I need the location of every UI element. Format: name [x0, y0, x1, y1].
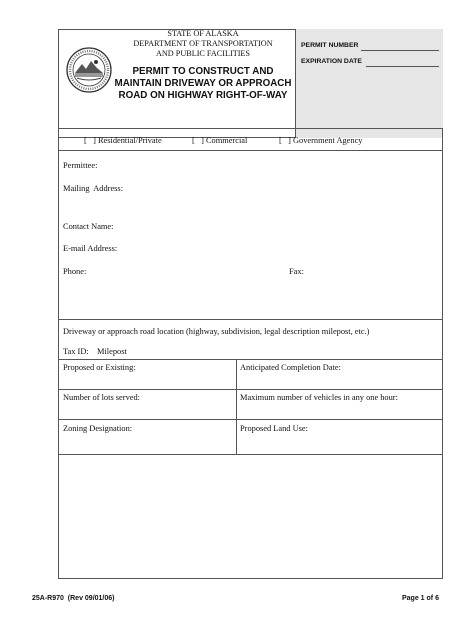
- agency-line-3: AND PUBLIC FACILITIES: [155, 49, 250, 58]
- form-title-line-2: MAINTAIN DRIVEWAY OR APPROACH: [114, 78, 292, 89]
- permit-number-label: PERMIT NUMBER: [301, 42, 359, 49]
- completion-date-label: Anticipated Completion Date:: [240, 363, 341, 372]
- email-address-label: E-mail Address:: [63, 244, 118, 253]
- permittee-label: Permittee:: [63, 161, 98, 170]
- checkbox-bracket: [ ]: [84, 136, 96, 145]
- agency-line-2: DEPARTMENT OF TRANSPORTATION: [133, 39, 273, 48]
- checkbox-label-government: Government Agency: [292, 136, 363, 145]
- number-of-lots-label: Number of lots served:: [63, 393, 140, 402]
- state-seal-icon: [66, 47, 112, 93]
- permit-number-field[interactable]: [361, 50, 439, 51]
- agency-line-1: STATE OF ALASKA: [167, 29, 239, 38]
- location-label: Driveway or approach road location (highway, subdivision, legal description milepost, etc.): [63, 327, 370, 336]
- phone-label: Phone:: [63, 267, 87, 276]
- form-id: 25A-R970 (Rev 09/01/06): [32, 595, 115, 602]
- checkbox-label-commercial: Commercial: [205, 136, 248, 145]
- divider: [58, 319, 443, 320]
- proposed-land-use-label: Proposed Land Use:: [240, 424, 308, 433]
- contact-name-label: Contact Name:: [63, 222, 114, 231]
- checkbox-bracket: [ ]: [279, 136, 291, 145]
- checkbox-government-agency[interactable]: [279, 136, 363, 146]
- expiration-date-field[interactable]: [366, 66, 439, 67]
- milepost-label: Milepost: [97, 347, 127, 356]
- divider: [58, 389, 443, 390]
- divider: [58, 359, 443, 360]
- page-number: Page 1 of 6: [402, 595, 439, 602]
- checkbox-bracket: [ ]: [192, 136, 204, 145]
- checkbox-residential[interactable]: [84, 136, 162, 146]
- divider: [58, 150, 443, 151]
- proposed-or-existing-label: Proposed or Existing:: [63, 363, 136, 372]
- form-title-line-3: ROAD ON HIGHWAY RIGHT-OF-WAY: [118, 90, 288, 101]
- tax-id-label: Tax ID:: [63, 347, 89, 356]
- fax-label: Fax:: [289, 267, 304, 276]
- checkbox-label-residential: Residential/Private: [97, 136, 162, 145]
- mailing-address-label: Mailing Address:: [63, 184, 124, 193]
- divider: [58, 419, 443, 420]
- checkbox-commercial[interactable]: [192, 136, 247, 146]
- form-title-line-1: PERMIT TO CONSTRUCT AND: [132, 66, 274, 77]
- divider: [58, 454, 443, 455]
- expiration-date-label: EXPIRATION DATE: [301, 58, 362, 65]
- column-divider: [236, 359, 237, 454]
- zoning-designation-label: Zoning Designation:: [63, 424, 133, 433]
- max-vehicles-label: Maximum number of vehicles in any one hour:: [240, 393, 398, 402]
